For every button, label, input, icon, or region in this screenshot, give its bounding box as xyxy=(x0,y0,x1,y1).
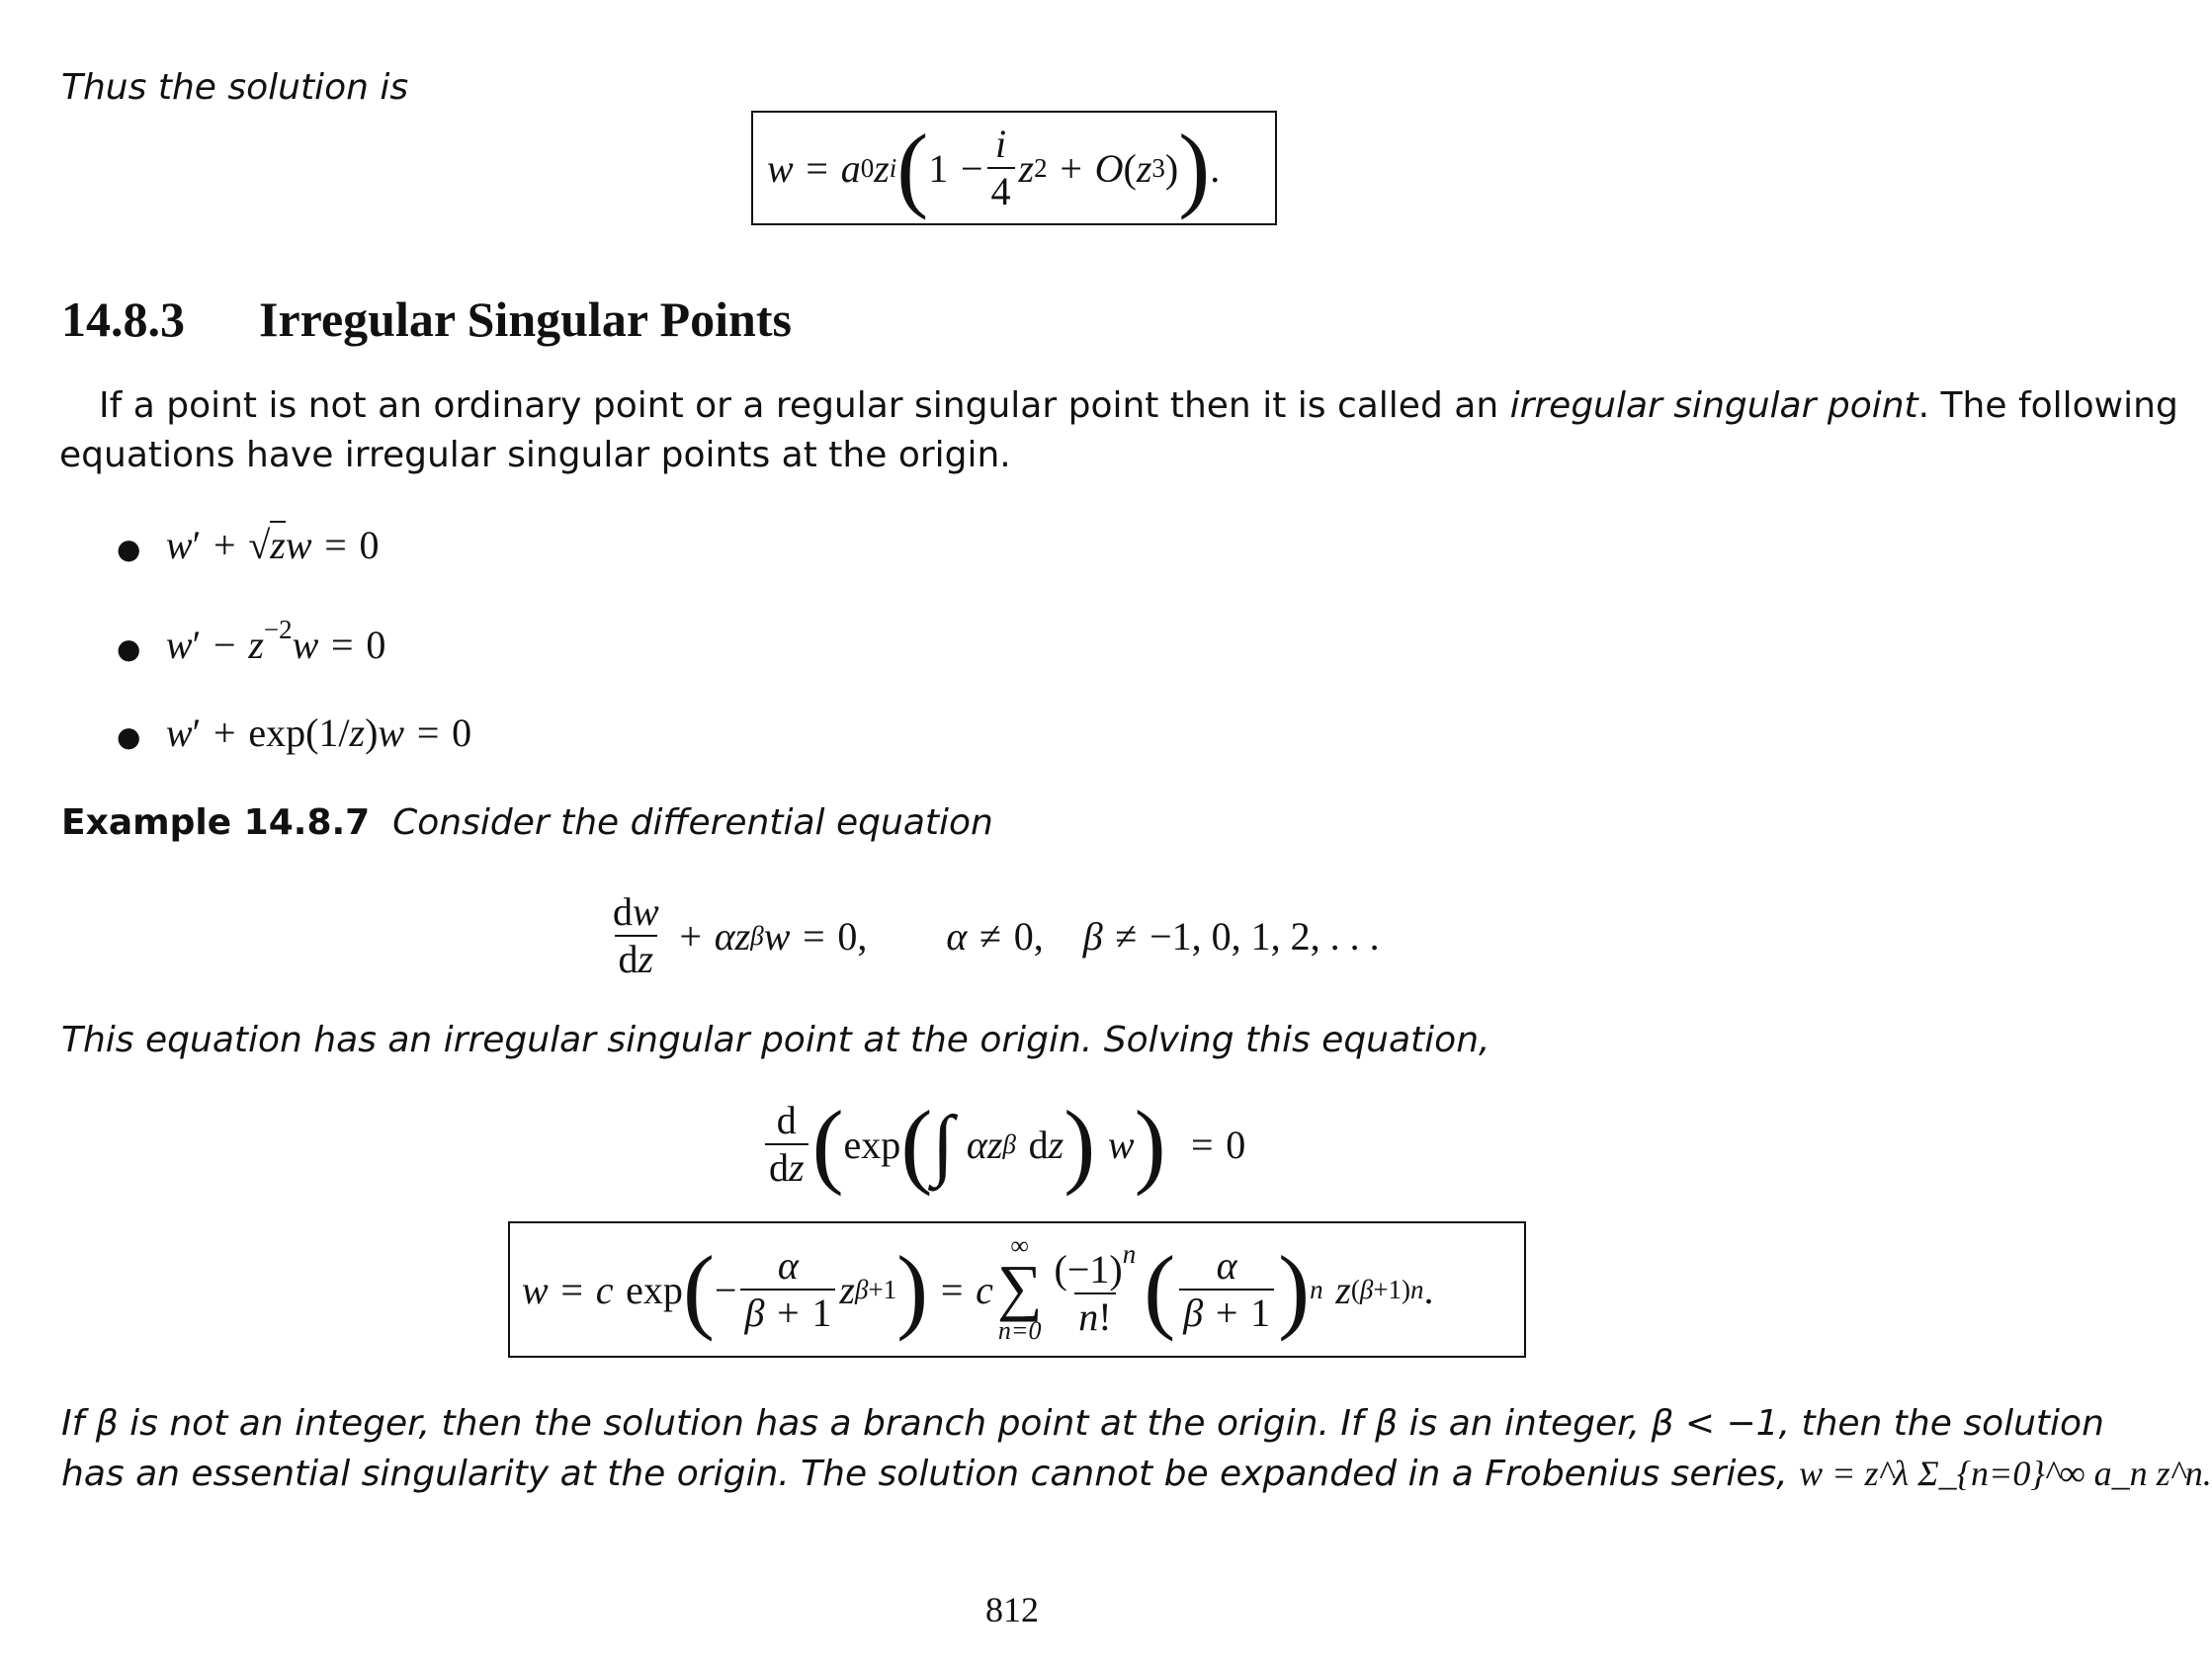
example-text: Consider the differential equation xyxy=(392,802,993,843)
paragraph-text: If a point is not an ordinary point or a regular singular point then it is called an xyxy=(99,385,1510,426)
closing-line-1: If β is not an integer, then the solution has a branch point at the origin. If β is an integer, β < −1, then the solution xyxy=(61,1403,2104,1444)
paragraph-line-1 xyxy=(99,381,2178,431)
section-number: 14.8.3 xyxy=(61,292,185,347)
paragraph-emphasis: irregular singular point xyxy=(1509,385,1918,426)
intro-line: Thus the solution is xyxy=(61,67,409,108)
differential-equation: $\frac{dw}{dz}$ + αz β w = 0, α ≠ 0, β ≠ −1, 0, 1, 2, . . . xyxy=(613,889,1380,981)
frobenius-series-formula: w = z^λ Σ_{n=0}^∞ a_n z^n. xyxy=(1799,1454,2212,1493)
bullet-equation-1: ● w′ + √zw = 0 xyxy=(117,523,380,567)
boxed-general-solution: w = c exp ( − $\frac{\alpha}{\beta + 1}$ z β+1 ) = c ∞ ∑ n=0 $\frac{(-1)^n}{n!}$ ( $\frac{\alpha}{\beta + 1}$ ) n z (β+1)n . xyxy=(508,1221,1526,1358)
bullet-equation-3: ● w′ + exp(1/z)w = 0 xyxy=(117,710,472,755)
section-title: Irregular Singular Points xyxy=(259,292,792,347)
closing-line-2 xyxy=(61,1449,2212,1499)
example-line xyxy=(61,798,993,848)
section-heading xyxy=(61,291,792,348)
example-label: Example 14.8.7 xyxy=(61,802,371,843)
page-number: 812 xyxy=(985,1590,1039,1629)
derivative-equation: $\frac{d}{dz}$ ( exp ( ∫ αz β d z ) w ) = 0 xyxy=(761,1097,1245,1192)
solving-line: This equation has an irregular singular point at the origin. Solving this equation, xyxy=(61,1020,1490,1060)
paragraph-line-2: equations have irregular singular points at the origin. xyxy=(59,435,1011,475)
paragraph-text-after: . The following xyxy=(1917,385,2178,426)
closing-line-2-text: has an essential singularity at the origin. The solution cannot be expanded in a Frobenius series, xyxy=(61,1454,1800,1494)
boxed-solution-equation: w = a 0 z i ( 1 − $\frac{i}{4}$ z 2 + O ( z 3 ) ) . xyxy=(751,111,1277,225)
bullet-equation-2: ● $w' - z^{-2}w = 0$ xyxy=(117,615,386,667)
